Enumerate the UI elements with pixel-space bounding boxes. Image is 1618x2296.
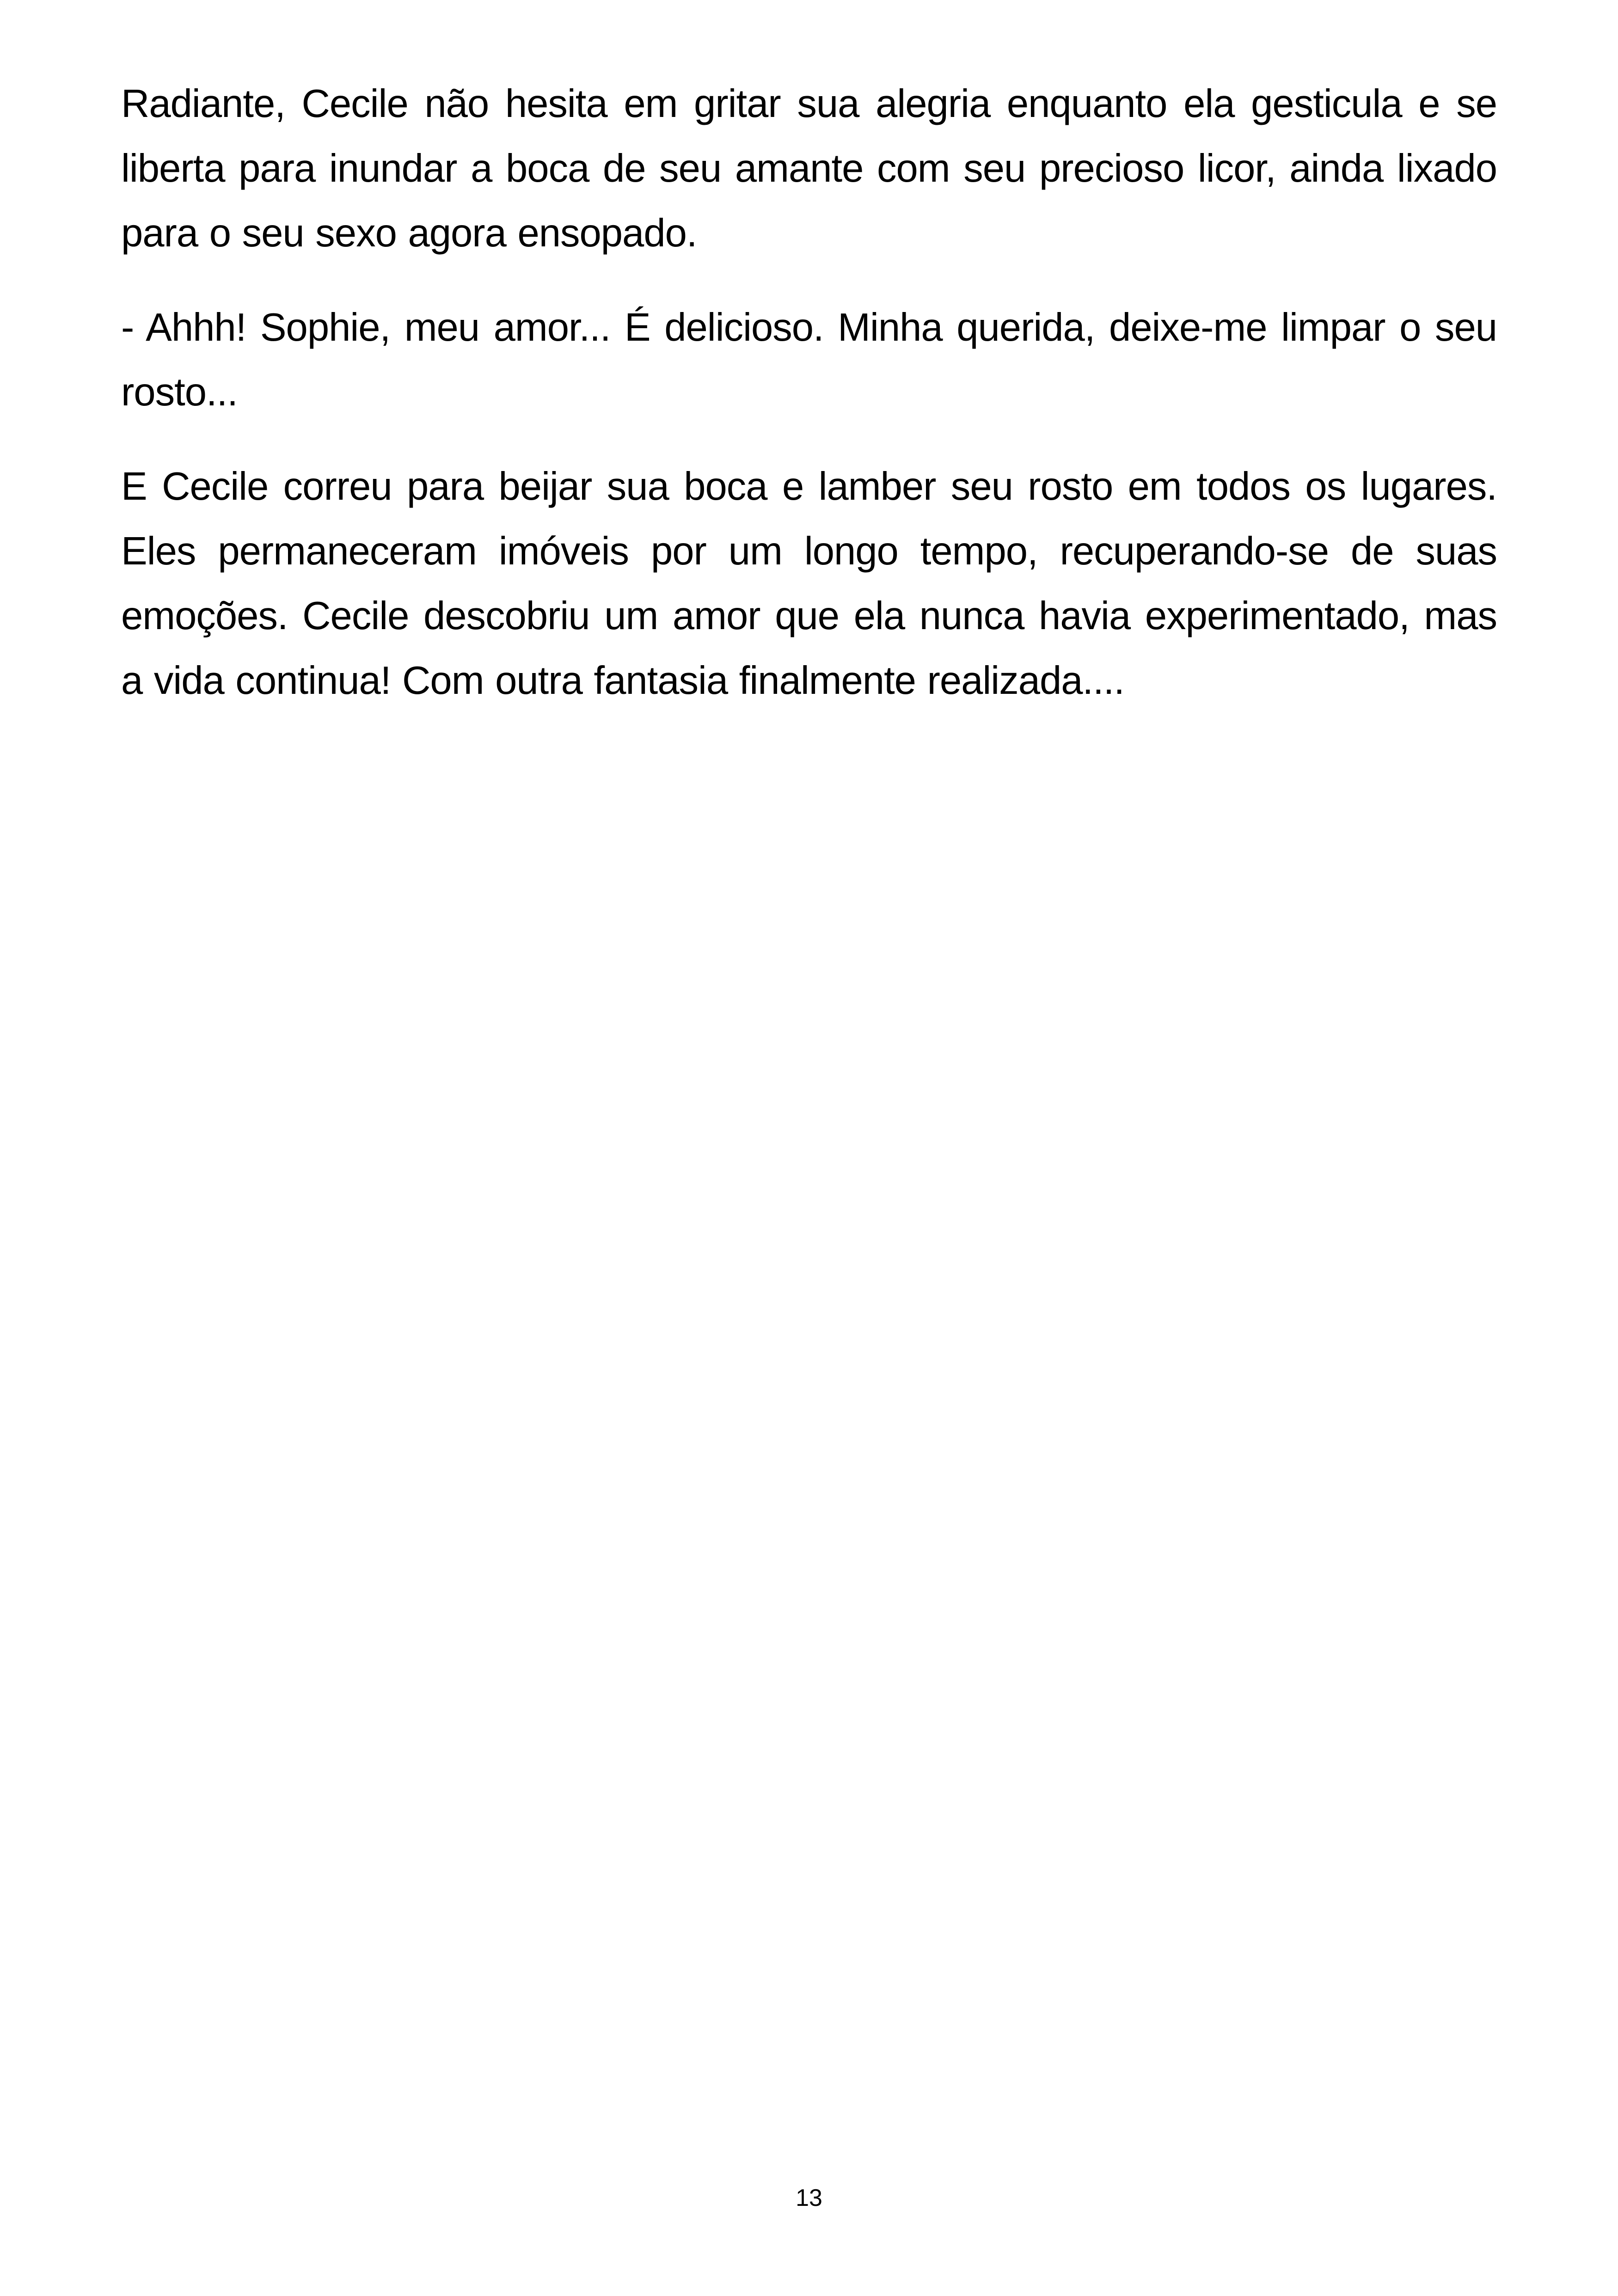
paragraph-3: E Cecile correu para beijar sua boca e lamber seu rosto em todos os lugares. Eles permaneceram imóveis por um longo tempo, recuperando-se de suas emoções. Cecile descobriu um amor que ela nunca havia experimentado, mas a vida continua! Com outra fantasia finalmente realizada.... bbox=[121, 465, 1497, 703]
page-number: 13 bbox=[796, 2185, 822, 2211]
paragraph-1: Radiante, Cecile não hesita em gritar sua alegria enquanto ela gesticula e se liberta para inundar a boca de seu amante com seu precioso licor, ainda lixado para o seu sexo agora ensopado. bbox=[121, 82, 1497, 255]
body-text bbox=[121, 72, 1497, 743]
paragraph-2: - Ahhh! Sophie, meu amor... É delicioso. Minha querida, deixe-me limpar o seu rosto... bbox=[121, 306, 1497, 414]
